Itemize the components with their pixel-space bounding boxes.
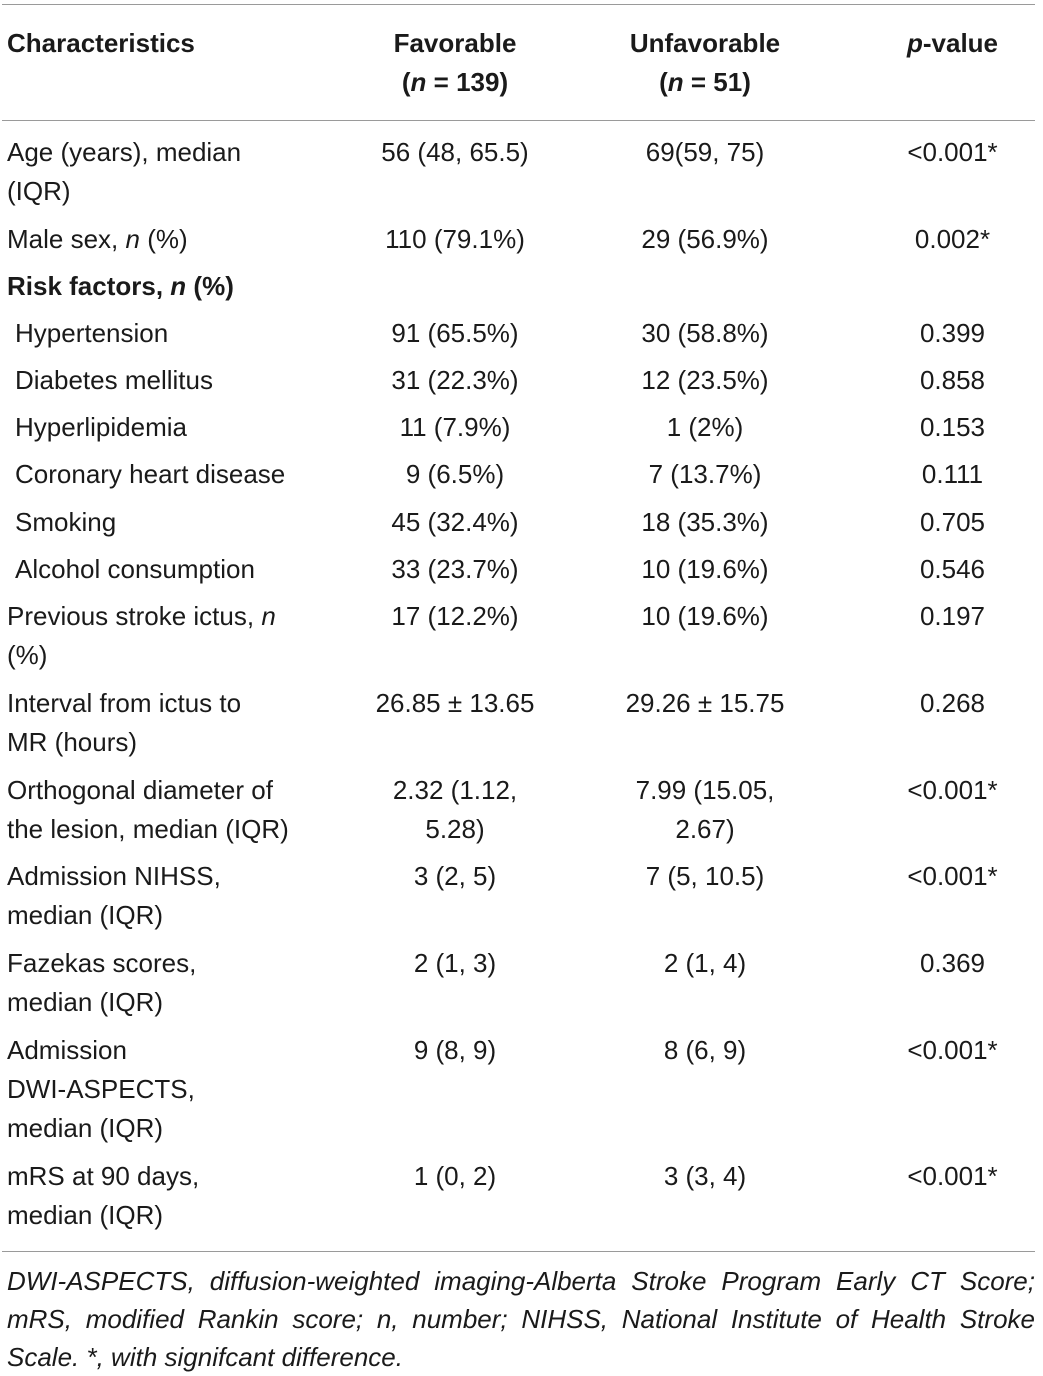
p-value: 0.858 [919,365,986,395]
favorable-value: 11 (7.9%) [399,412,511,442]
header-unfavorable-label: Unfavorable [629,28,781,58]
p-value: <0.001* [907,1035,998,1065]
unfavorable-value: 30 (58.8%) [641,318,769,348]
favorable-value: 17 (12.2%) [391,601,519,631]
header-favorable-label: Favorable [393,28,517,58]
p-value: <0.001* [907,861,998,891]
favorable-value: 31 (22.3%) [391,365,519,395]
p-value: 0.369 [919,948,986,978]
p-value: 0.399 [919,318,986,348]
row-label: Orthogonal diameter of the lesion, median (IQR) [7,775,289,844]
p-value: <0.001* [907,775,998,805]
unfavorable-value: 7.99 (15.05, 2.67) [635,775,775,844]
row-label: Diabetes mellitus [15,365,213,395]
favorable-value: 91 (65.5%) [391,318,519,348]
p-value: 0.197 [919,601,986,631]
favorable-value: 9 (8, 9) [413,1035,497,1065]
row-label: Male sex, n (%) [7,224,188,254]
favorable-value: 26.85 ± 13.65 [375,688,535,718]
favorable-value: 33 (23.7%) [391,554,519,584]
unfavorable-value: 10 (19.6%) [641,601,769,631]
unfavorable-value: 2 (1, 4) [663,948,747,978]
p-value: 0.002* [914,224,991,254]
row-label: Alcohol consumption [15,554,255,584]
table-top-rule [2,4,1035,5]
unfavorable-value: 8 (6, 9) [663,1035,747,1065]
unfavorable-value: 1 (2%) [666,412,744,442]
header-unfavorable [580,24,830,102]
unfavorable-value: 29.26 ± 15.75 [625,688,785,718]
unfavorable-value: 29 (56.9%) [641,224,769,254]
row-label: Interval from ictus to MR (hours) [7,688,242,757]
p-value: <0.001* [907,137,998,167]
favorable-value: 2 (1, 3) [413,948,497,978]
table-bottom-rule [2,1251,1035,1252]
p-value: 0.111 [921,459,984,489]
unfavorable-value: 10 (19.6%) [641,554,769,584]
unfavorable-value: 7 (13.7%) [648,459,762,489]
table-footnote: DWI-ASPECTS, diffusion-weighted imaging-Alberta Stroke Program Early CT Score; mRS, modified Rankin score; n, number; NIHSS, National Institute of Health Stroke Scale. *, with signifcant difference. [7,1266,1035,1372]
favorable-value: 9 (6.5%) [405,459,505,489]
row-label: Previous stroke ictus, n (%) [7,601,276,670]
row-label: Admission NIHSS, median (IQR) [7,861,221,930]
unfavorable-value: 69(59, 75) [645,137,765,167]
row-label: Hyperlipidemia [15,412,187,442]
favorable-value: 3 (2, 5) [413,861,497,891]
header-favorable-n-value: = 139) [426,67,509,97]
unfavorable-value: 18 (35.3%) [641,507,769,537]
p-value: 0.153 [919,412,986,442]
row-label: Hypertension [15,318,169,348]
p-value: 0.546 [919,554,986,584]
favorable-value: 1 (0, 2) [413,1161,497,1191]
row-label: Age (years), median (IQR) [7,137,242,206]
favorable-value: 2.32 (1.12, 5.28) [392,775,518,844]
unfavorable-value: 7 (5, 10.5) [645,861,765,891]
header-unfavorable-n-value: = 51) [683,67,751,97]
unfavorable-value: 12 (23.5%) [641,365,769,395]
header-pvalue [850,24,1043,63]
p-value: 0.705 [919,507,986,537]
header-characteristics: Characteristics [7,28,195,58]
header-unfavorable-n: n [667,67,684,97]
row-label: Smoking [15,507,117,537]
row-label: mRS at 90 days, median (IQR) [7,1161,200,1230]
favorable-value: 45 (32.4%) [391,507,519,537]
header-favorable [330,24,580,102]
header-pvalue-rest: -value [922,28,999,58]
table-header-rule [2,120,1035,121]
row-label: Fazekas scores, median (IQR) [7,948,197,1017]
favorable-value: 110 (79.1%) [385,224,525,254]
favorable-value: 56 (48, 65.5) [381,137,529,167]
header-unfavorable-count: (n = 51) [659,67,751,97]
header-pvalue-p: p [906,28,923,58]
row-label: Coronary heart disease [15,459,286,489]
p-value: <0.001* [907,1161,998,1191]
p-value: 0.268 [919,688,986,718]
header-favorable-n: n [410,67,427,97]
header-favorable-count: (n = 139) [401,67,509,97]
unfavorable-value: 3 (3, 4) [663,1161,747,1191]
row-label: Risk factors, n (%) [7,271,234,301]
row-label: Admission DWI-ASPECTS, median (IQR) [7,1035,195,1143]
